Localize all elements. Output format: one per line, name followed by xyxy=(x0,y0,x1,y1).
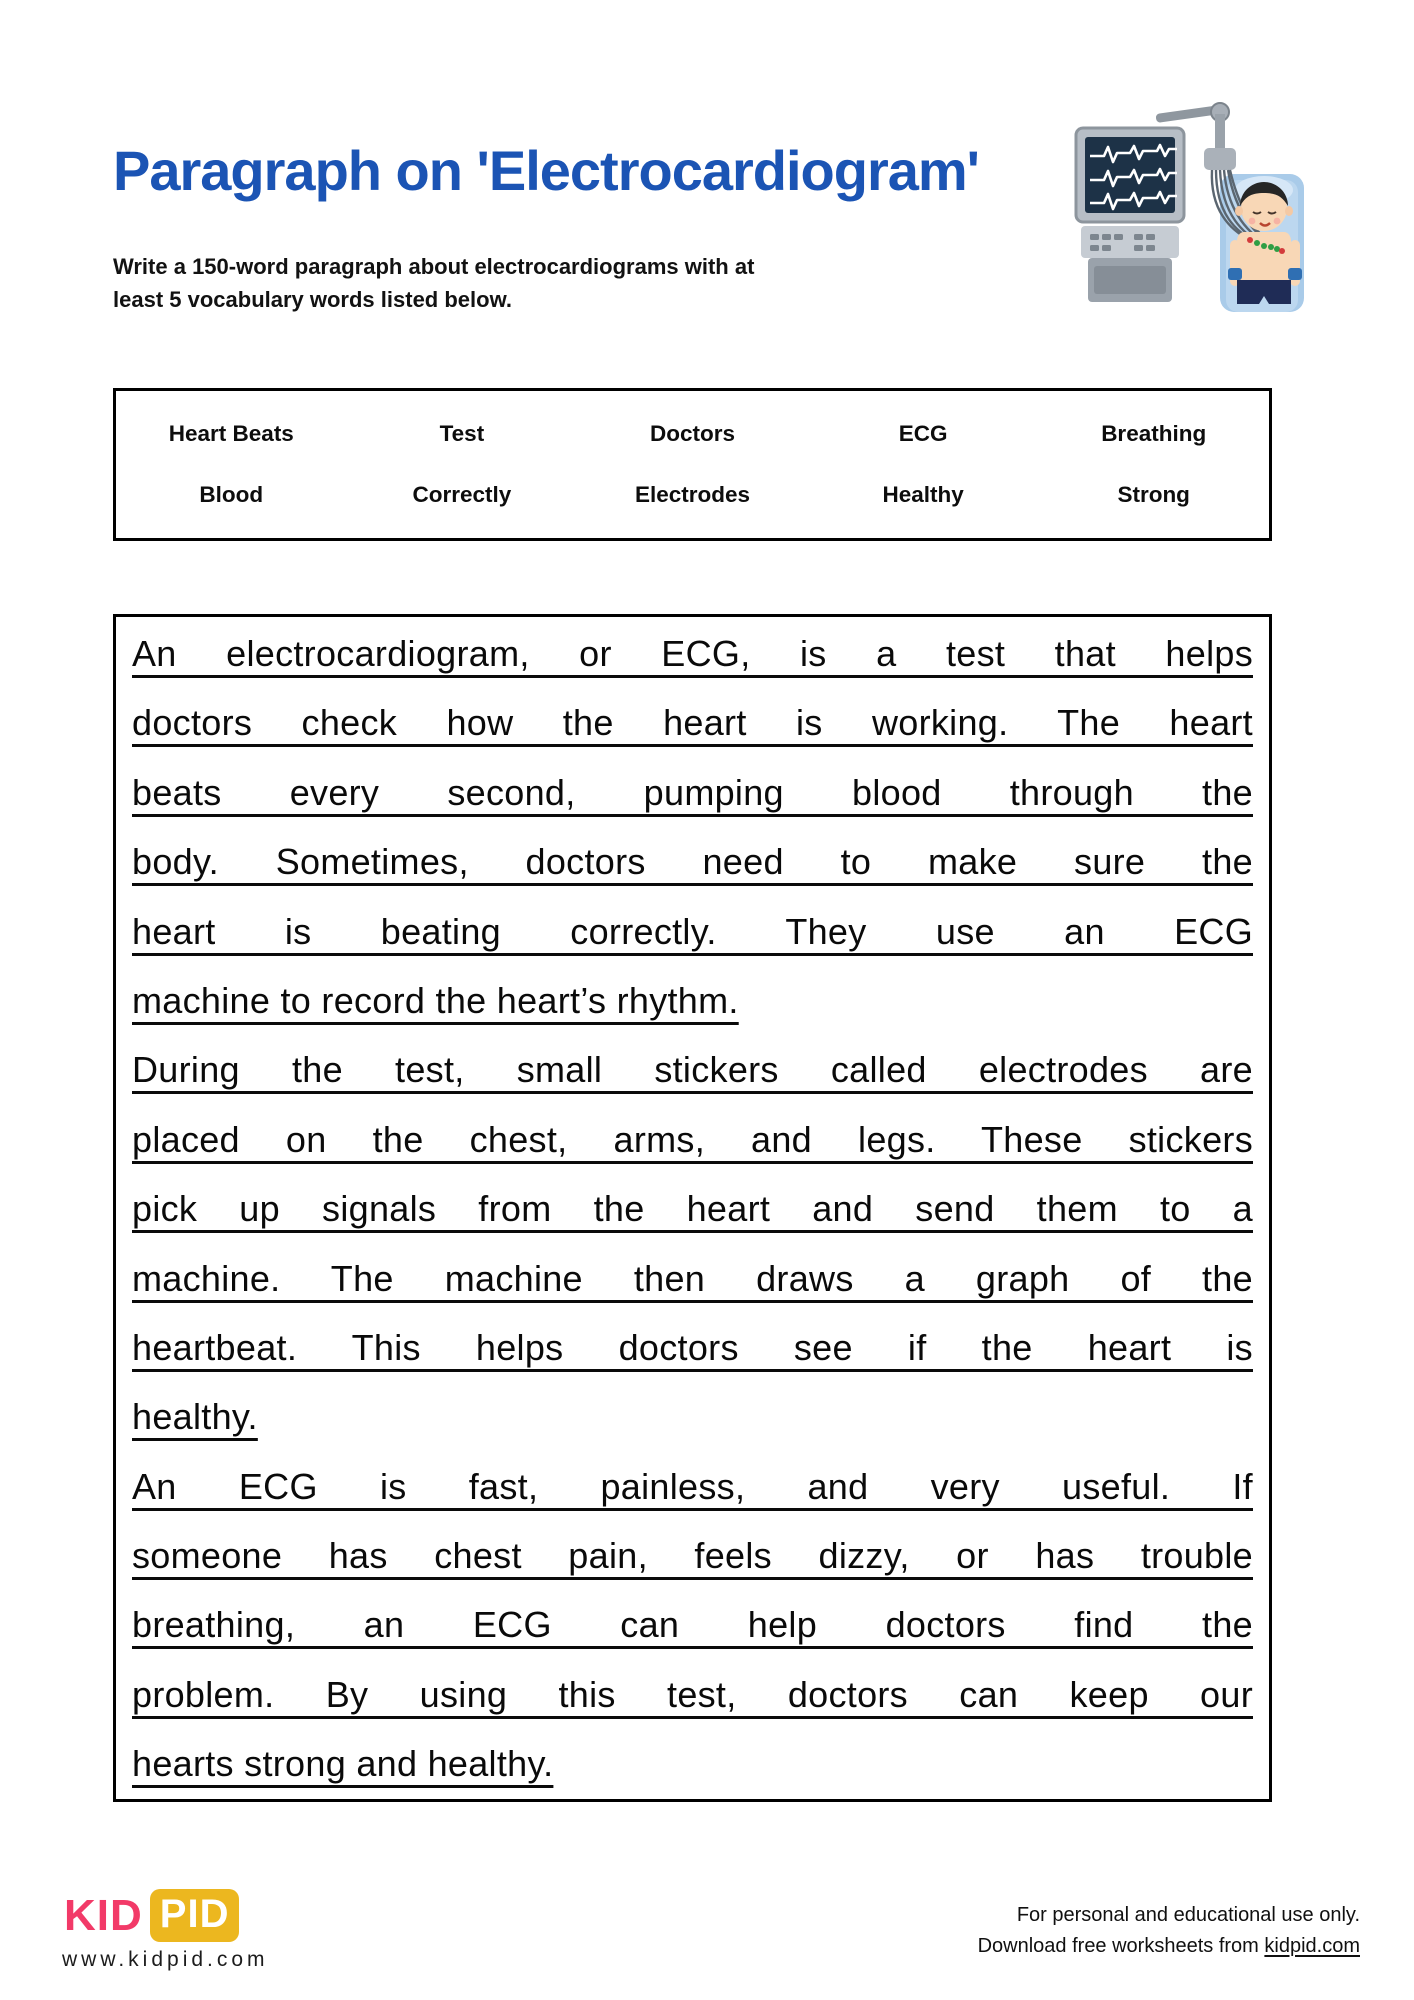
paragraph-line: An electrocardiogram, or ECG, is a test that helps xyxy=(132,633,1253,674)
usage-note-line-2 xyxy=(978,1931,1360,1962)
usage-note xyxy=(978,1900,1360,1962)
vocab-word: Breathing xyxy=(1101,420,1207,446)
paragraph-line: body. Sometimes, doctors need to make sure the xyxy=(132,841,1253,883)
vocab-word: Test xyxy=(439,420,485,446)
paragraph-box xyxy=(113,614,1272,1802)
instructions-line-2: least 5 vocabulary words listed below. xyxy=(113,287,512,312)
paragraph-line: machine. The machine then draws a graph of the xyxy=(132,1257,1253,1299)
vocab-word: Doctors xyxy=(649,420,735,446)
vocab-word: Healthy xyxy=(882,482,964,508)
vocabulary-box xyxy=(113,388,1272,541)
vocab-word: ECG xyxy=(898,420,948,446)
paragraph-line: During the test, small stickers called electrodes are xyxy=(132,1049,1253,1091)
vocab-word: Blood xyxy=(199,482,264,508)
paragraph-line: pick up signals from the heart and send them to a xyxy=(132,1188,1253,1230)
paragraph-line: An ECG is fast, painless, and very useful. If xyxy=(132,1465,1253,1507)
ecg-illustration xyxy=(1068,90,1308,312)
paragraph-line: doctors check how the heart is working. The heart xyxy=(132,702,1253,744)
vocab-word: Correctly xyxy=(412,482,512,508)
paragraph-line: breathing, an ECG can help doctors find the xyxy=(132,1604,1253,1646)
usage-note-line-2-text: Download free worksheets from xyxy=(977,1935,1265,1957)
instructions xyxy=(113,250,853,316)
usage-note-line-1: For personal and educational use only. xyxy=(1016,1904,1360,1926)
paragraph-line: problem. By using this test, doctors can keep our xyxy=(132,1673,1253,1715)
paragraph-line: hearts strong and healthy. xyxy=(132,1743,554,1785)
ecg-machine-icon xyxy=(1068,90,1308,312)
page-title: Paragraph on 'Electrocardiogram' xyxy=(113,139,979,202)
paragraph-line: healthy. xyxy=(132,1396,258,1438)
kidpid-logo xyxy=(64,1889,239,1942)
instructions-line-1: Write a 150-word paragraph about electrocardiograms with at xyxy=(113,254,755,279)
paragraph-line: heartbeat. This helps doctors see if the heart is xyxy=(132,1326,1253,1368)
paragraph-line: machine to record the heart’s rhythm. xyxy=(132,979,739,1021)
vocab-word: Heart Beats xyxy=(168,420,294,446)
kidpid-logo-kid: KID xyxy=(64,1890,143,1940)
vocab-word: Electrodes xyxy=(634,482,751,508)
paragraph-line: heart is beating correctly. They use an ECG xyxy=(132,910,1253,952)
vocab-word: Strong xyxy=(1117,482,1190,508)
paragraph-line: beats every second, pumping blood through the xyxy=(132,771,1253,813)
paragraph-line: placed on the chest, arms, and legs. These stickers xyxy=(132,1118,1253,1160)
paragraph-line: someone has chest pain, feels dizzy, or has trouble xyxy=(132,1535,1253,1577)
kidpid-logo-pid: PID xyxy=(150,1889,240,1942)
kidpid-link[interactable]: kidpid.com xyxy=(1264,1935,1360,1957)
website-url: www.kidpid.com xyxy=(62,1948,269,1971)
